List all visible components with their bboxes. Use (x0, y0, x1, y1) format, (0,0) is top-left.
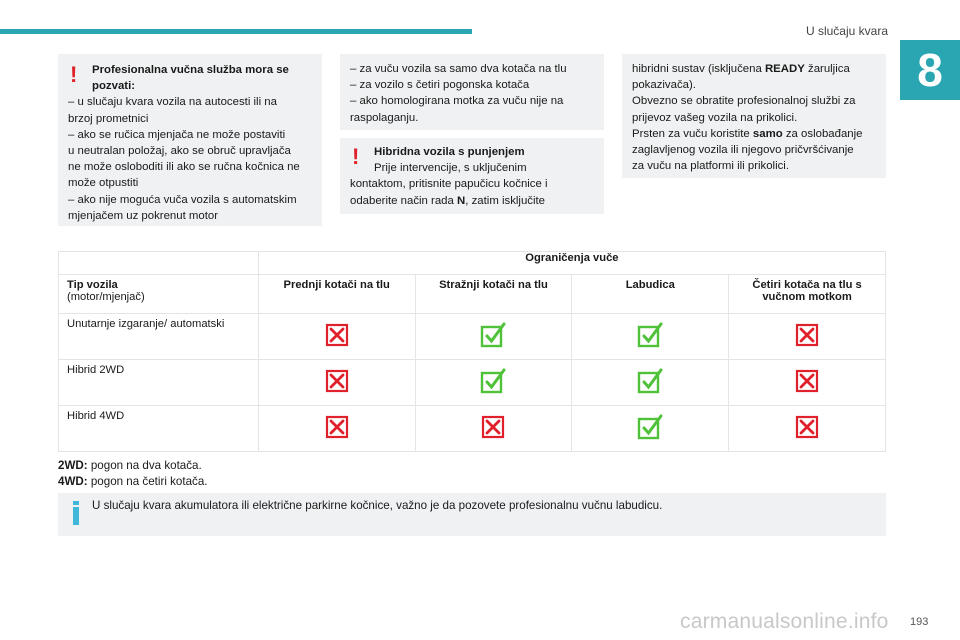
row-header-cell (59, 275, 259, 314)
forbidden-cross-icon (729, 406, 886, 452)
column-header: Prednji kotači na tlu (258, 275, 415, 314)
table-group-header: Ograničenja vuče (258, 252, 885, 275)
info-box-tow-truck (58, 493, 886, 536)
watermark-text: carmanualsonline.info (680, 610, 889, 633)
legend-item-2wd: 2WD: pogon na dva kotača. (58, 459, 202, 472)
warning-title: Profesionalna vučna služba mora se pozvati: (92, 64, 289, 93)
text-line: – u slučaju kvara vozila na autocesti ili na (68, 96, 277, 109)
table-row (59, 406, 886, 452)
forbidden-cross-icon (258, 406, 415, 452)
warning-exclamation-icon: ! (352, 144, 360, 169)
chapter-number: 8 (900, 40, 960, 100)
forbidden-cross-icon (729, 314, 886, 360)
text-line: može otpustiti (68, 177, 139, 190)
allowed-check-icon (572, 314, 729, 360)
warning-box-hybrid-continuation (622, 54, 886, 178)
column-header: Labudica (572, 275, 729, 314)
text-line: pokazivača). (632, 79, 696, 92)
text-line: raspolaganju. (350, 111, 419, 124)
table-row (59, 360, 886, 406)
text-line: kontaktom, pritisnite papučicu kočnice i (350, 178, 548, 191)
text-line: za vuču na platformi ili prikolici. (632, 160, 789, 173)
text-line: Prije intervencije, s uključenim (374, 162, 527, 175)
text-line: – ako homologirana motka za vuču nije na (350, 95, 564, 108)
text-line: prijevoz vašeg vozila na prikolici. (632, 111, 798, 124)
warning-title: Hibridna vozila s punjenjem (374, 146, 525, 158)
allowed-check-icon (572, 406, 729, 452)
text-line: zaglavljenog vozila ili njegovo pričvršćivanje (632, 144, 854, 157)
text-line: u neutralan položaj, ako se obruč upravljača (68, 145, 291, 158)
abbreviation-legend (58, 458, 208, 489)
section-title: U slučaju kvara (805, 24, 888, 38)
legend-item-4wd: 4WD: pogon na četiri kotača. (58, 474, 208, 488)
text-line: brzoj prometnici (68, 112, 149, 125)
allowed-check-icon (572, 360, 729, 406)
text-line: odaberite način rada N, zatim isključite (350, 194, 546, 207)
forbidden-cross-icon (258, 360, 415, 406)
page-number: 193 (910, 616, 929, 628)
vehicle-type-cell: Hibrid 2WD (59, 360, 259, 406)
allowed-check-icon (415, 314, 572, 360)
row-header-subtitle: (motor/mjenjač) (67, 291, 145, 303)
row-header-title: Tip vozila (67, 279, 118, 291)
towing-restrictions-table (58, 251, 886, 452)
vehicle-type-cell: Unutarnje izgaranje/ automatski (59, 314, 259, 360)
warning-exclamation-icon: ! (70, 62, 78, 87)
text-line: – za vozilo s četiri pogonska kotača (350, 79, 530, 92)
header-accent-bar (0, 29, 472, 34)
warning-box-hybrid (340, 138, 604, 214)
warning-box-continuation (340, 54, 604, 130)
column-header: Stražnji kotači na tlu (415, 275, 572, 314)
text-line: – ako nije moguća vuča vozila s automatskim (68, 193, 297, 206)
text-line: – ako se ručica mjenjača ne može postaviti (68, 128, 286, 141)
text-line: Prsten za vuču koristite samo za oslobađanje (632, 127, 863, 140)
text-line: Obvezno se obratite profesionalnoj službi za (632, 95, 856, 108)
text-line: ne može osloboditi ili ako se ručna kočnica ne (68, 161, 300, 174)
text-line: mjenjačem uz pokrenut motor (68, 209, 219, 222)
vehicle-type-cell: Hibrid 4WD (59, 406, 259, 452)
text-line: – za vuču vozila sa samo dva kotača na tlu (350, 63, 567, 75)
info-text: U slučaju kvara akumulatora ili električne parkirne kočnice, važno je da pozovete profesionalnu vučnu labudicu. (92, 499, 663, 512)
text-line: hibridni sustav (isključena READY žaruljica (632, 63, 850, 75)
allowed-check-icon (415, 360, 572, 406)
table-empty-corner (59, 252, 259, 275)
table-row (59, 314, 886, 360)
forbidden-cross-icon (729, 360, 886, 406)
forbidden-cross-icon (415, 406, 572, 452)
warning-box-professional-towing (58, 54, 322, 226)
forbidden-cross-icon (258, 314, 415, 360)
column-header: Četiri kotača na tlu s vučnom motkom (729, 275, 886, 314)
